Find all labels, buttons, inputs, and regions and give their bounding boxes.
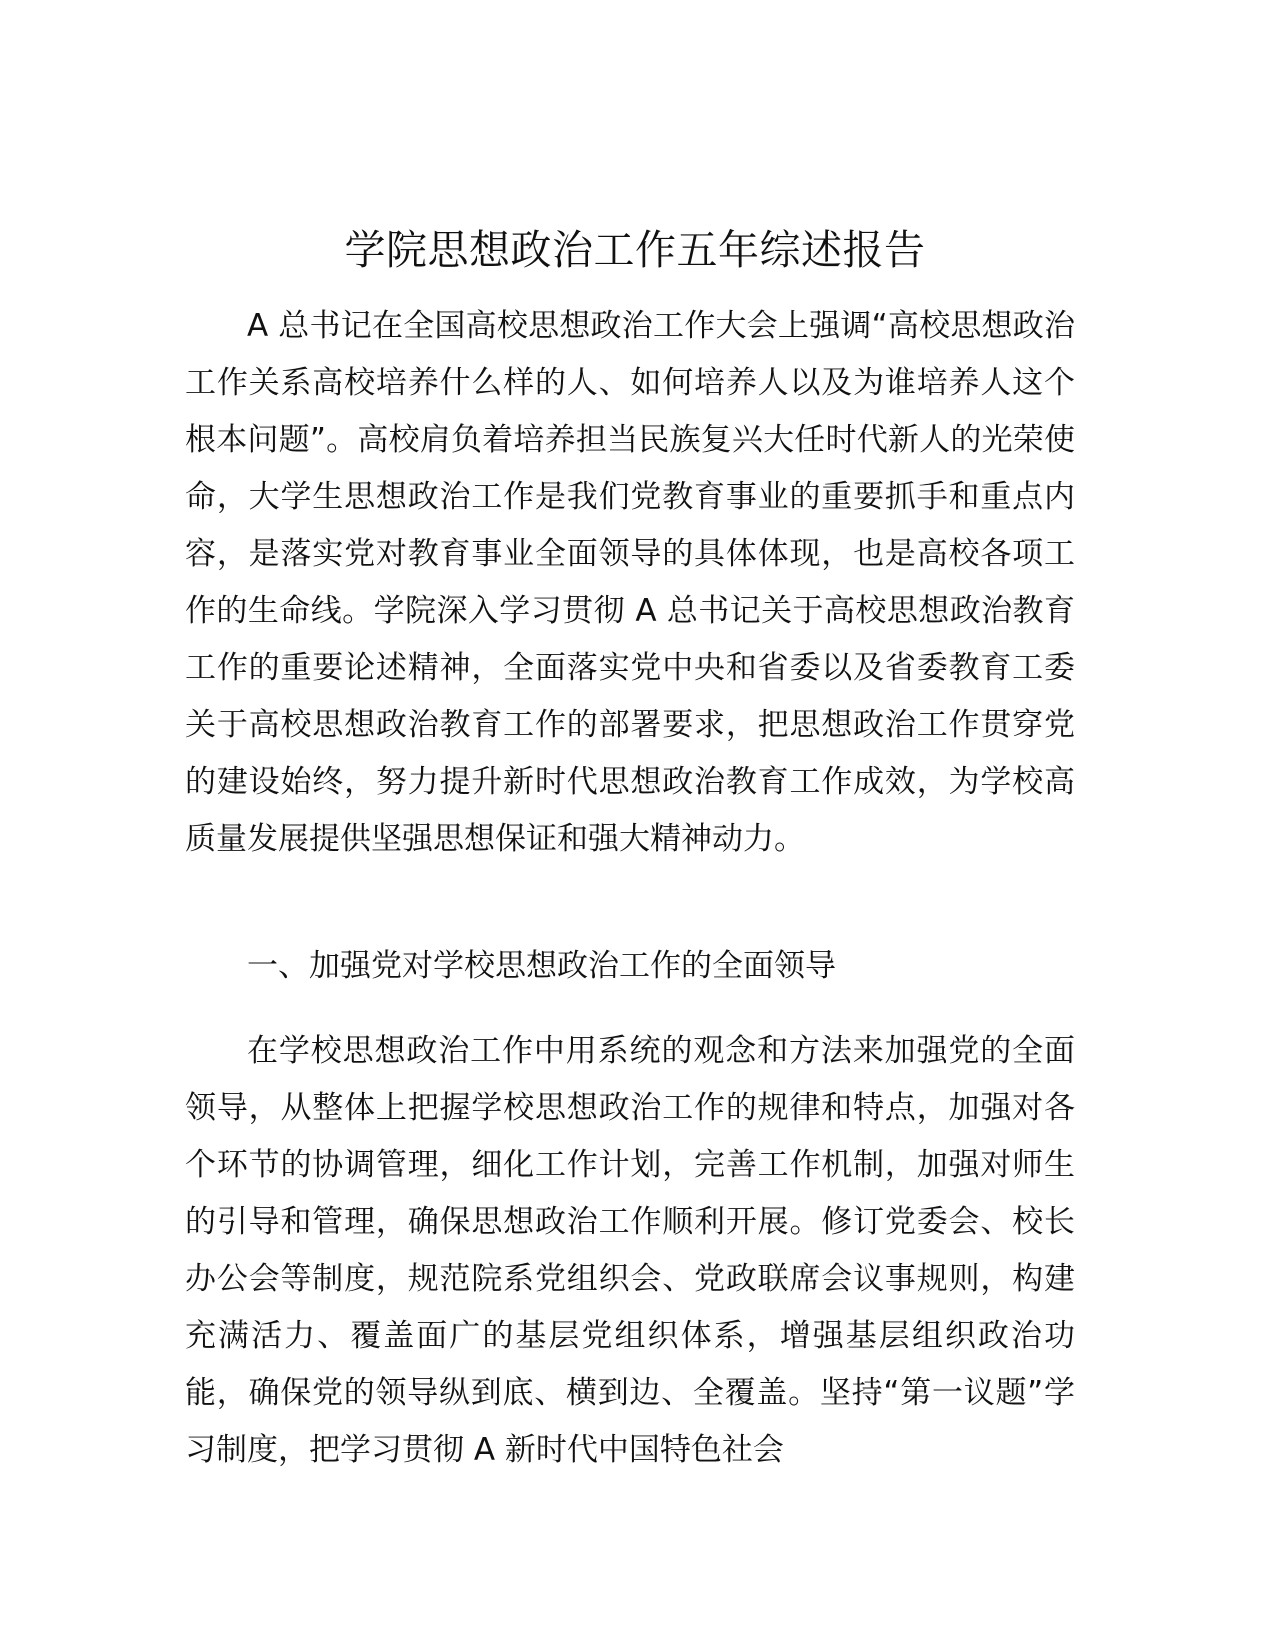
document-title: 学院思想政治工作五年综述报告: [344, 226, 926, 274]
body-paragraph: 在学校思想政治工作中用系统的观念和方法来加强党的全面领导，从整体上把握学校思想政治工作的规律和特点，加强对各个环节的协调管理，细化工作计划，完善工作机制，加强对师生的引导和管理，确保思想政治工作顺利开展。修订党委会、校长办公会等制度，规范院系党组织会、党政联席会议事规则，构建充满活力、覆盖面广的基层党组织体系，增强基层组织政治功能，确保党的领导纵到底、横到边、全覆盖。坚持“第一议题”学习制度，把学习贯彻 A 新时代中国特色社会: [185, 1033, 1075, 1468]
section-heading: 一、加强党对学校思想政治工作的全面领导: [247, 948, 836, 984]
intro-paragraph: A 总书记在全国高校思想政治工作大会上强调“高校思想政治工作关系高校培养什么样的人、如何培养人以及为谁培养人这个根本问题”。高校肩负着培养担当民族复兴大任时代新人的光荣使命，大学生思想政治工作是我们党教育事业的重要抓手和重点内容，是落实党对教育事业全面领导的具体体现，也是高校各项工作的生命线。学院深入学习贯彻 A 总书记关于高校思想政治教育工作的重要论述精神，全面落实党中央和省委以及省委教育工委关于高校思想政治教育工作的部署要求，把思想政治工作贯穿党的建设始终，努力提升新时代思想政治教育工作成效，为学校高质量发展提供坚强思想保证和强大精神动力。: [185, 308, 1075, 857]
